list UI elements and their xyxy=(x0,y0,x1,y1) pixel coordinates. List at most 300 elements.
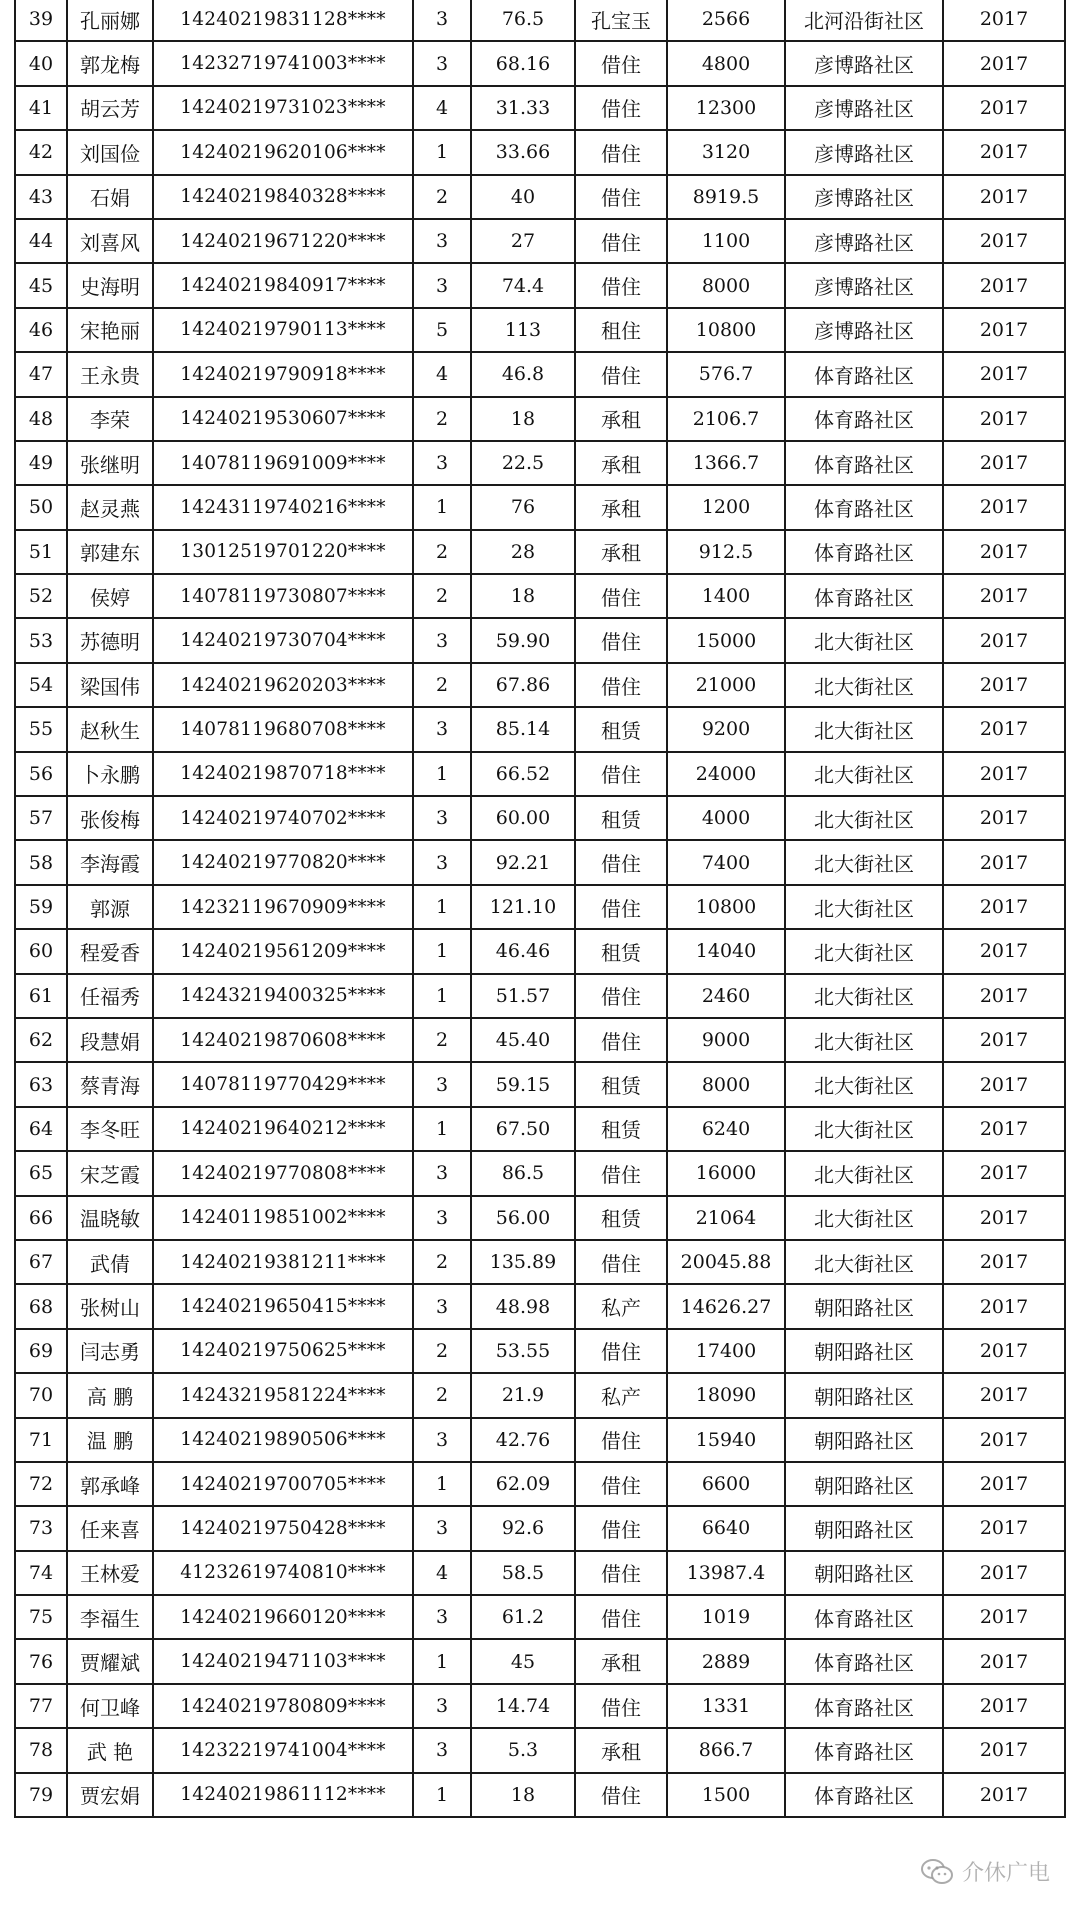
housing-area-cell: 61.2 xyxy=(471,1595,575,1639)
housing-area-cell: 59.90 xyxy=(471,618,575,662)
housing-area-cell: 46.8 xyxy=(471,352,575,396)
table-row xyxy=(15,441,1065,485)
housing-type-cell: 借住 xyxy=(575,1018,667,1062)
community-cell: 体育路社区 xyxy=(785,1684,943,1728)
row-number-cell: 64 xyxy=(15,1107,67,1151)
housing-type-cell: 借住 xyxy=(575,974,667,1018)
community-cell: 体育路社区 xyxy=(785,441,943,485)
roster-table xyxy=(14,0,1066,1818)
income-cell: 3120 xyxy=(667,130,785,174)
resident-name-cell: 苏德明 xyxy=(67,618,153,662)
community-cell: 彦博路社区 xyxy=(785,219,943,263)
row-number-cell: 77 xyxy=(15,1684,67,1728)
id-number-cell: 14240219790918**** xyxy=(153,352,413,396)
community-cell: 朝阳路社区 xyxy=(785,1506,943,1550)
resident-name-cell: 侯婷 xyxy=(67,574,153,618)
community-cell: 北大街社区 xyxy=(785,974,943,1018)
community-cell: 朝阳路社区 xyxy=(785,1462,943,1506)
community-cell: 北大街社区 xyxy=(785,929,943,973)
housing-area-cell: 28 xyxy=(471,530,575,574)
row-number-cell: 47 xyxy=(15,352,67,396)
year-cell: 2017 xyxy=(943,1684,1065,1728)
year-cell: 2017 xyxy=(943,618,1065,662)
year-cell: 2017 xyxy=(943,1418,1065,1462)
household-size-cell: 3 xyxy=(413,1595,471,1639)
row-number-cell: 45 xyxy=(15,263,67,307)
income-cell: 1100 xyxy=(667,219,785,263)
id-number-cell: 14078119730807**** xyxy=(153,574,413,618)
row-number-cell: 46 xyxy=(15,308,67,352)
housing-type-cell: 租赁 xyxy=(575,707,667,751)
year-cell: 2017 xyxy=(943,219,1065,263)
row-number-cell: 72 xyxy=(15,1462,67,1506)
household-size-cell: 2 xyxy=(413,1373,471,1417)
resident-name-cell: 任来喜 xyxy=(67,1506,153,1550)
year-cell: 2017 xyxy=(943,885,1065,929)
community-cell: 北大街社区 xyxy=(785,752,943,796)
id-number-cell: 14243119740216**** xyxy=(153,485,413,529)
housing-area-cell: 62.09 xyxy=(471,1462,575,1506)
household-size-cell: 2 xyxy=(413,1240,471,1284)
resident-name-cell: 张俊梅 xyxy=(67,796,153,840)
housing-area-cell: 42.76 xyxy=(471,1418,575,1462)
household-size-cell: 1 xyxy=(413,130,471,174)
housing-area-cell: 45.40 xyxy=(471,1018,575,1062)
household-size-cell: 3 xyxy=(413,1062,471,1106)
resident-name-cell: 张继明 xyxy=(67,441,153,485)
income-cell: 24000 xyxy=(667,752,785,796)
income-cell: 21064 xyxy=(667,1196,785,1240)
id-number-cell: 13012519701220**** xyxy=(153,530,413,574)
housing-area-cell: 31.33 xyxy=(471,86,575,130)
household-size-cell: 3 xyxy=(413,1684,471,1728)
resident-name-cell: 何卫峰 xyxy=(67,1684,153,1728)
household-size-cell: 1 xyxy=(413,1639,471,1683)
income-cell: 10800 xyxy=(667,308,785,352)
table-row xyxy=(15,574,1065,618)
year-cell: 2017 xyxy=(943,1062,1065,1106)
row-number-cell: 78 xyxy=(15,1728,67,1772)
row-number-cell: 41 xyxy=(15,86,67,130)
id-number-cell: 14078119770429**** xyxy=(153,1062,413,1106)
resident-name-cell: 武倩 xyxy=(67,1240,153,1284)
housing-area-cell: 135.89 xyxy=(471,1240,575,1284)
resident-name-cell: 刘国俭 xyxy=(67,130,153,174)
year-cell: 2017 xyxy=(943,41,1065,85)
household-size-cell: 1 xyxy=(413,752,471,796)
income-cell: 10800 xyxy=(667,885,785,929)
row-number-cell: 74 xyxy=(15,1551,67,1595)
id-number-cell: 14240219620106**** xyxy=(153,130,413,174)
year-cell: 2017 xyxy=(943,663,1065,707)
household-size-cell: 3 xyxy=(413,263,471,307)
housing-type-cell: 借住 xyxy=(575,618,667,662)
resident-name-cell: 郭源 xyxy=(67,885,153,929)
year-cell: 2017 xyxy=(943,1462,1065,1506)
community-cell: 北河沿街社区 xyxy=(785,0,943,41)
resident-name-cell: 程爱香 xyxy=(67,929,153,973)
year-cell: 2017 xyxy=(943,1728,1065,1772)
household-size-cell: 3 xyxy=(413,1728,471,1772)
resident-name-cell: 王永贵 xyxy=(67,352,153,396)
row-number-cell: 51 xyxy=(15,530,67,574)
id-number-cell: 14240219530607**** xyxy=(153,397,413,441)
id-number-cell: 14232719741003**** xyxy=(153,41,413,85)
wechat-icon xyxy=(920,1858,954,1886)
community-cell: 北大街社区 xyxy=(785,1107,943,1151)
table-row xyxy=(15,485,1065,529)
resident-name-cell: 石娟 xyxy=(67,175,153,219)
table-row xyxy=(15,175,1065,219)
housing-type-cell: 借住 xyxy=(575,263,667,307)
table-row xyxy=(15,1107,1065,1151)
community-cell: 体育路社区 xyxy=(785,1773,943,1817)
household-size-cell: 4 xyxy=(413,1551,471,1595)
table-row xyxy=(15,885,1065,929)
id-number-cell: 14240219870718**** xyxy=(153,752,413,796)
income-cell: 1019 xyxy=(667,1595,785,1639)
row-number-cell: 44 xyxy=(15,219,67,263)
community-cell: 北大街社区 xyxy=(785,1240,943,1284)
income-cell: 4800 xyxy=(667,41,785,85)
housing-area-cell: 68.16 xyxy=(471,41,575,85)
housing-type-cell: 承租 xyxy=(575,485,667,529)
table-row xyxy=(15,530,1065,574)
community-cell: 朝阳路社区 xyxy=(785,1373,943,1417)
income-cell: 8000 xyxy=(667,263,785,307)
year-cell: 2017 xyxy=(943,86,1065,130)
household-size-cell: 2 xyxy=(413,1329,471,1373)
community-cell: 体育路社区 xyxy=(785,1728,943,1772)
income-cell: 4000 xyxy=(667,796,785,840)
housing-type-cell: 借住 xyxy=(575,352,667,396)
table-row xyxy=(15,41,1065,85)
resident-name-cell: 卜永鹏 xyxy=(67,752,153,796)
resident-name-cell: 李荣 xyxy=(67,397,153,441)
row-number-cell: 68 xyxy=(15,1284,67,1328)
table-row xyxy=(15,397,1065,441)
resident-name-cell: 温晓敏 xyxy=(67,1196,153,1240)
community-cell: 朝阳路社区 xyxy=(785,1418,943,1462)
id-number-cell: 14240119851002**** xyxy=(153,1196,413,1240)
housing-area-cell: 14.74 xyxy=(471,1684,575,1728)
income-cell: 2106.7 xyxy=(667,397,785,441)
resident-name-cell: 任福秀 xyxy=(67,974,153,1018)
year-cell: 2017 xyxy=(943,1284,1065,1328)
household-size-cell: 3 xyxy=(413,707,471,751)
table-row xyxy=(15,1506,1065,1550)
table-row xyxy=(15,352,1065,396)
income-cell: 576.7 xyxy=(667,352,785,396)
year-cell: 2017 xyxy=(943,352,1065,396)
year-cell: 2017 xyxy=(943,397,1065,441)
year-cell: 2017 xyxy=(943,1639,1065,1683)
household-size-cell: 1 xyxy=(413,1107,471,1151)
id-number-cell: 14240219780809**** xyxy=(153,1684,413,1728)
community-cell: 北大街社区 xyxy=(785,1062,943,1106)
id-number-cell: 14240219381211**** xyxy=(153,1240,413,1284)
id-number-cell: 14240219890506**** xyxy=(153,1418,413,1462)
year-cell: 2017 xyxy=(943,441,1065,485)
resident-name-cell: 赵秋生 xyxy=(67,707,153,751)
year-cell: 2017 xyxy=(943,1240,1065,1284)
income-cell: 18090 xyxy=(667,1373,785,1417)
table-row xyxy=(15,1462,1065,1506)
housing-type-cell: 承租 xyxy=(575,530,667,574)
community-cell: 北大街社区 xyxy=(785,1151,943,1195)
row-number-cell: 71 xyxy=(15,1418,67,1462)
id-number-cell: 14240219700705**** xyxy=(153,1462,413,1506)
housing-area-cell: 18 xyxy=(471,574,575,618)
housing-area-cell: 92.21 xyxy=(471,840,575,884)
income-cell: 15000 xyxy=(667,618,785,662)
resident-name-cell: 张树山 xyxy=(67,1284,153,1328)
community-cell: 体育路社区 xyxy=(785,485,943,529)
resident-name-cell: 郭建东 xyxy=(67,530,153,574)
id-number-cell: 14232219741004**** xyxy=(153,1728,413,1772)
resident-name-cell: 胡云芳 xyxy=(67,86,153,130)
household-size-cell: 4 xyxy=(413,86,471,130)
household-size-cell: 3 xyxy=(413,618,471,662)
table-row xyxy=(15,1329,1065,1373)
household-size-cell: 3 xyxy=(413,1506,471,1550)
housing-area-cell: 56.00 xyxy=(471,1196,575,1240)
household-size-cell: 3 xyxy=(413,41,471,85)
housing-type-cell: 租赁 xyxy=(575,1196,667,1240)
row-number-cell: 70 xyxy=(15,1373,67,1417)
year-cell: 2017 xyxy=(943,840,1065,884)
id-number-cell: 14240219730704**** xyxy=(153,618,413,662)
housing-type-cell: 承租 xyxy=(575,441,667,485)
income-cell: 16000 xyxy=(667,1151,785,1195)
row-number-cell: 39 xyxy=(15,0,67,41)
household-size-cell: 4 xyxy=(413,352,471,396)
year-cell: 2017 xyxy=(943,752,1065,796)
year-cell: 2017 xyxy=(943,1506,1065,1550)
resident-name-cell: 蔡青海 xyxy=(67,1062,153,1106)
resident-name-cell: 宋艳丽 xyxy=(67,308,153,352)
housing-area-cell: 53.55 xyxy=(471,1329,575,1373)
year-cell: 2017 xyxy=(943,130,1065,174)
income-cell: 7400 xyxy=(667,840,785,884)
community-cell: 彦博路社区 xyxy=(785,308,943,352)
resident-name-cell: 李冬旺 xyxy=(67,1107,153,1151)
community-cell: 彦博路社区 xyxy=(785,130,943,174)
id-number-cell: 14240219861112**** xyxy=(153,1773,413,1817)
household-size-cell: 1 xyxy=(413,1773,471,1817)
table-row xyxy=(15,1418,1065,1462)
id-number-cell: 14240219731023**** xyxy=(153,86,413,130)
housing-type-cell: 借住 xyxy=(575,574,667,618)
year-cell: 2017 xyxy=(943,1773,1065,1817)
household-size-cell: 1 xyxy=(413,1462,471,1506)
housing-type-cell: 租赁 xyxy=(575,1062,667,1106)
community-cell: 北大街社区 xyxy=(785,663,943,707)
watermark xyxy=(920,1856,1050,1887)
income-cell: 866.7 xyxy=(667,1728,785,1772)
housing-area-cell: 74.4 xyxy=(471,263,575,307)
community-cell: 北大街社区 xyxy=(785,796,943,840)
resident-name-cell: 王林爱 xyxy=(67,1551,153,1595)
resident-name-cell: 刘喜风 xyxy=(67,219,153,263)
row-number-cell: 43 xyxy=(15,175,67,219)
community-cell: 北大街社区 xyxy=(785,840,943,884)
id-number-cell: 14240219750428**** xyxy=(153,1506,413,1550)
income-cell: 1331 xyxy=(667,1684,785,1728)
housing-type-cell: 孔宝玉 xyxy=(575,0,667,41)
housing-area-cell: 92.6 xyxy=(471,1506,575,1550)
community-cell: 北大街社区 xyxy=(785,618,943,662)
id-number-cell: 14240219620203**** xyxy=(153,663,413,707)
housing-type-cell: 借住 xyxy=(575,1151,667,1195)
table-row xyxy=(15,130,1065,174)
row-number-cell: 63 xyxy=(15,1062,67,1106)
household-size-cell: 1 xyxy=(413,885,471,929)
housing-type-cell: 私产 xyxy=(575,1373,667,1417)
housing-area-cell: 5.3 xyxy=(471,1728,575,1772)
housing-type-cell: 借住 xyxy=(575,1418,667,1462)
row-number-cell: 50 xyxy=(15,485,67,529)
housing-type-cell: 租赁 xyxy=(575,929,667,973)
id-number-cell: 14240219660120**** xyxy=(153,1595,413,1639)
income-cell: 14626.27 xyxy=(667,1284,785,1328)
id-number-cell: 14078119691009**** xyxy=(153,441,413,485)
housing-type-cell: 租住 xyxy=(575,308,667,352)
community-cell: 彦博路社区 xyxy=(785,41,943,85)
row-number-cell: 59 xyxy=(15,885,67,929)
housing-area-cell: 86.5 xyxy=(471,1151,575,1195)
household-size-cell: 3 xyxy=(413,441,471,485)
income-cell: 6640 xyxy=(667,1506,785,1550)
year-cell: 2017 xyxy=(943,1595,1065,1639)
community-cell: 朝阳路社区 xyxy=(785,1551,943,1595)
income-cell: 6240 xyxy=(667,1107,785,1151)
income-cell: 20045.88 xyxy=(667,1240,785,1284)
table-row xyxy=(15,1639,1065,1683)
housing-area-cell: 33.66 xyxy=(471,130,575,174)
community-cell: 彦博路社区 xyxy=(785,86,943,130)
table-row xyxy=(15,1595,1065,1639)
community-cell: 体育路社区 xyxy=(785,574,943,618)
table-row xyxy=(15,1728,1065,1772)
year-cell: 2017 xyxy=(943,1373,1065,1417)
resident-name-cell: 贾耀斌 xyxy=(67,1639,153,1683)
income-cell: 1366.7 xyxy=(667,441,785,485)
resident-name-cell: 武 艳 xyxy=(67,1728,153,1772)
year-cell: 2017 xyxy=(943,308,1065,352)
row-number-cell: 48 xyxy=(15,397,67,441)
year-cell: 2017 xyxy=(943,1018,1065,1062)
resident-name-cell: 李海霞 xyxy=(67,840,153,884)
year-cell: 2017 xyxy=(943,175,1065,219)
table-row xyxy=(15,707,1065,751)
housing-type-cell: 承租 xyxy=(575,1639,667,1683)
row-number-cell: 66 xyxy=(15,1196,67,1240)
housing-area-cell: 76 xyxy=(471,485,575,529)
id-number-cell: 14240219831128**** xyxy=(153,0,413,41)
resident-name-cell: 贾宏娟 xyxy=(67,1773,153,1817)
resident-name-cell: 温 鹏 xyxy=(67,1418,153,1462)
community-cell: 北大街社区 xyxy=(785,1196,943,1240)
id-number-cell: 14240219471103**** xyxy=(153,1639,413,1683)
row-number-cell: 55 xyxy=(15,707,67,751)
resident-name-cell: 郭承峰 xyxy=(67,1462,153,1506)
income-cell: 12300 xyxy=(667,86,785,130)
resident-name-cell: 史海明 xyxy=(67,263,153,307)
id-number-cell: 41232619740810**** xyxy=(153,1551,413,1595)
income-cell: 9200 xyxy=(667,707,785,751)
year-cell: 2017 xyxy=(943,530,1065,574)
housing-area-cell: 76.5 xyxy=(471,0,575,41)
id-number-cell: 14240219561209**** xyxy=(153,929,413,973)
year-cell: 2017 xyxy=(943,707,1065,751)
id-number-cell: 14240219770820**** xyxy=(153,840,413,884)
housing-type-cell: 借住 xyxy=(575,840,667,884)
row-number-cell: 54 xyxy=(15,663,67,707)
community-cell: 北大街社区 xyxy=(785,885,943,929)
household-size-cell: 3 xyxy=(413,1284,471,1328)
income-cell: 2889 xyxy=(667,1639,785,1683)
housing-type-cell: 借住 xyxy=(575,663,667,707)
id-number-cell: 14243219400325**** xyxy=(153,974,413,1018)
housing-type-cell: 借住 xyxy=(575,1462,667,1506)
watermark-text: 介休广电 xyxy=(961,1861,1050,1886)
resident-name-cell: 高 鹏 xyxy=(67,1373,153,1417)
housing-area-cell: 59.15 xyxy=(471,1062,575,1106)
income-cell: 2460 xyxy=(667,974,785,1018)
income-cell: 17400 xyxy=(667,1329,785,1373)
income-cell: 14040 xyxy=(667,929,785,973)
household-size-cell: 1 xyxy=(413,929,471,973)
table-row xyxy=(15,0,1065,41)
table-row xyxy=(15,663,1065,707)
community-cell: 北大街社区 xyxy=(785,1018,943,1062)
table-row xyxy=(15,219,1065,263)
table-row xyxy=(15,1151,1065,1195)
income-cell: 1200 xyxy=(667,485,785,529)
housing-type-cell: 借住 xyxy=(575,1773,667,1817)
household-size-cell: 2 xyxy=(413,1018,471,1062)
community-cell: 北大街社区 xyxy=(785,707,943,751)
household-size-cell: 2 xyxy=(413,530,471,574)
housing-type-cell: 借住 xyxy=(575,86,667,130)
income-cell: 13987.4 xyxy=(667,1551,785,1595)
household-size-cell: 1 xyxy=(413,485,471,529)
table-row xyxy=(15,840,1065,884)
row-number-cell: 57 xyxy=(15,796,67,840)
income-cell: 21000 xyxy=(667,663,785,707)
housing-area-cell: 18 xyxy=(471,1773,575,1817)
resident-name-cell: 郭龙梅 xyxy=(67,41,153,85)
year-cell: 2017 xyxy=(943,574,1065,618)
income-cell: 6600 xyxy=(667,1462,785,1506)
row-number-cell: 40 xyxy=(15,41,67,85)
table-row xyxy=(15,1018,1065,1062)
housing-area-cell: 27 xyxy=(471,219,575,263)
table-row xyxy=(15,1684,1065,1728)
housing-type-cell: 借住 xyxy=(575,130,667,174)
household-size-cell: 2 xyxy=(413,175,471,219)
household-size-cell: 2 xyxy=(413,574,471,618)
year-cell: 2017 xyxy=(943,929,1065,973)
year-cell: 2017 xyxy=(943,1329,1065,1373)
housing-area-cell: 22.5 xyxy=(471,441,575,485)
row-number-cell: 73 xyxy=(15,1506,67,1550)
table-row xyxy=(15,263,1065,307)
housing-area-cell: 58.5 xyxy=(471,1551,575,1595)
housing-type-cell: 借住 xyxy=(575,1240,667,1284)
resident-name-cell: 赵灵燕 xyxy=(67,485,153,529)
